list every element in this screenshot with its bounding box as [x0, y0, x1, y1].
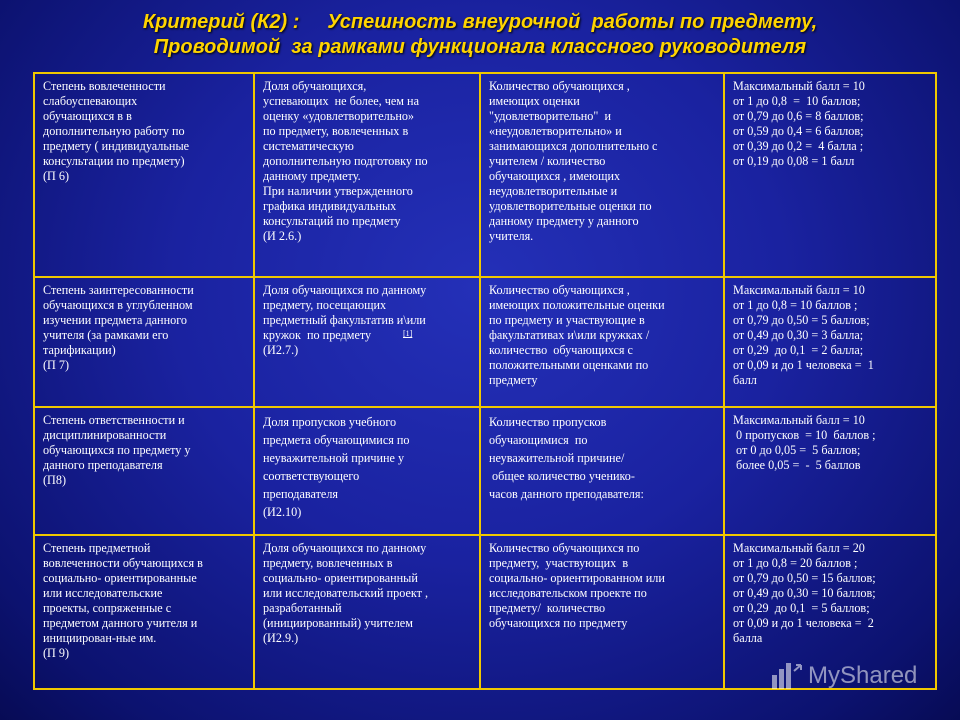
cell-text-line: исследовательском проекте по: [489, 586, 647, 600]
cell-text-line: или исследовательские: [43, 586, 163, 600]
cell-text-line: Количество обучающихся по: [489, 541, 640, 555]
cell-text-line: учителя (за рамками его: [43, 328, 169, 342]
cell-text-line: предмету, посещающих: [263, 298, 387, 312]
cell-text-line: предметный факультатив и\или: [263, 313, 426, 327]
cell-text-line: Доля обучающихся по данному: [263, 541, 427, 555]
cell-text-line: учителем / количество: [489, 154, 606, 168]
cell-text-line: предмета обучающимися по: [263, 433, 410, 447]
cell-text-line: инициирован-ные им.: [43, 631, 157, 645]
cell-text-line: Максимальный балл = 10: [733, 413, 865, 427]
cell-text-line: от 0,79 до 0,50 = 15 баллов;: [733, 571, 876, 585]
score-cell: [724, 277, 936, 407]
cell-text-line: неуважительной причине/: [489, 451, 625, 465]
cell-text-line: Количество обучающихся ,: [489, 283, 630, 297]
cell-text-line: удовлетворительные оценки по: [489, 199, 652, 213]
indicator-cell: [254, 535, 480, 689]
indicator-lines: [263, 283, 472, 343]
cell-text-line: от 0,79 до 0,50 = 5 баллов;: [733, 313, 870, 327]
cell-text-line: Доля пропусков учебного: [263, 415, 397, 429]
cell-text-line: (П 7): [43, 358, 70, 372]
cell-text-line: консультации по предмету): [43, 154, 185, 168]
cell-text-line: предмету ( индивидуальные: [43, 139, 190, 153]
cell-text-line: предметом данного учителя и: [43, 616, 198, 630]
cell-text-line: (П 6): [43, 169, 70, 183]
cell-text-line: соответствующего: [263, 469, 360, 483]
cell-text-line: от 0,49 до 0,30 = 10 баллов;: [733, 586, 876, 600]
cell-text-line: балл: [733, 373, 757, 387]
cell-text-line: по предмету, вовлеченных в: [263, 124, 409, 138]
cell-text-line: количество обучающихся с: [489, 343, 633, 357]
cell-text-line: обучающихся , имеющих: [489, 169, 621, 183]
indicator-cell: [254, 407, 480, 535]
table-row: [34, 277, 936, 407]
cell-text-line: социально- ориентированный: [263, 571, 418, 585]
cell-text-line: Доля обучающихся,: [263, 79, 367, 93]
footnote-link[interactable]: [1]: [403, 329, 413, 338]
watermark-text: MyShared: [808, 662, 918, 689]
cell-text-line: (инициированный) учителем: [263, 616, 413, 630]
cell-text-line: разработанный: [263, 601, 342, 615]
criterion-cell: [34, 277, 254, 407]
cell-text-line: предмету, вовлеченных в: [263, 556, 393, 570]
cell-text-line: Степень ответственности и: [43, 413, 185, 427]
cell-text-line: проекты, сопряженные с: [43, 601, 172, 615]
cell-text-line: оценку «удовлетворительно»: [263, 109, 415, 123]
cell-text-line: предмету, участвующих в: [489, 556, 629, 570]
cell-text-line: от 0,59 до 0,4 = 6 баллов;: [733, 124, 864, 138]
cell-text-line: от 1 до 0,8 = 10 баллов;: [733, 94, 861, 108]
cell-text-line: данного преподавателя: [43, 458, 163, 472]
cell-text-line: дополнительную работу по: [43, 124, 185, 138]
cell-text-line: от 0,49 до 0,30 = 3 балла;: [733, 328, 864, 342]
cell-text-line: факультативах и\или кружках /: [489, 328, 650, 342]
cell-text-line: слабоуспевающих: [43, 94, 138, 108]
cell-text-line: При наличии утвержденного: [263, 184, 413, 198]
myshared-watermark: [770, 660, 940, 692]
indicator-cell: [254, 73, 480, 277]
cell-text-line: обучающимися по: [489, 433, 588, 447]
title-line-2: Проводимой за рамками функционала классного руководителя: [153, 36, 807, 58]
cell-text-line: общее количество ученико-: [489, 469, 635, 483]
cell-text-line: предмету/ количество: [489, 601, 606, 615]
cell-text-line: часов данного преподавателя:: [489, 487, 644, 501]
cell-text-line: (П 9): [43, 646, 70, 660]
table-row: [34, 73, 936, 277]
cell-text-line: Доля обучающихся по данному: [263, 283, 427, 297]
indicator-code: (И2.7.): [263, 343, 299, 357]
cell-text-line: от 0,29 до 0,1 = 5 баллов;: [733, 601, 870, 615]
table-row: [34, 407, 936, 535]
score-cell: [724, 73, 936, 277]
cell-text-line: имеющих положительные оценки: [489, 298, 665, 312]
cell-text-line: Количество пропусков: [489, 415, 607, 429]
cell-text-line: занимающихся дополнительно с: [489, 139, 658, 153]
formula-cell: [480, 407, 724, 535]
cell-text-line: от 0 до 0,05 = 5 баллов;: [733, 443, 861, 457]
cell-text-line: "удовлетворительно" и: [489, 109, 611, 123]
cell-text-line: неуважительной причине у: [263, 451, 405, 465]
cell-text-line: Степень предметной: [43, 541, 151, 555]
cell-text-line: (И 2.6.): [263, 229, 302, 243]
slide-title: [0, 10, 960, 60]
cell-text-line: обучающихся в в: [43, 109, 132, 123]
cell-text-line: вовлеченности обучающихся в: [43, 556, 203, 570]
cell-text-line: дисциплинированности: [43, 428, 167, 442]
cell-text-line: или исследовательский проект ,: [263, 586, 429, 600]
score-cell: [724, 407, 936, 535]
cell-text-line: неудовлетворительные и: [489, 184, 618, 198]
cell-text-line: от 0,39 до 0,2 = 4 балла ;: [733, 139, 864, 153]
cell-text-line: социально- ориентированные: [43, 571, 197, 585]
cell-text-line: данному предмету.: [263, 169, 361, 183]
cell-text-line: от 0,09 и до 1 человека = 1: [733, 358, 874, 372]
criteria-table: [33, 72, 937, 690]
criterion-cell: [34, 535, 254, 689]
cell-text-line: преподавателя: [263, 487, 339, 501]
formula-cell: [480, 73, 724, 277]
cell-text-line: балла: [733, 631, 763, 645]
criterion-cell: [34, 73, 254, 277]
cell-text-line: обучающихся в углубленном: [43, 298, 193, 312]
cell-text-line: тарификации): [43, 343, 116, 357]
cell-text-line: консультаций по предмету: [263, 214, 401, 228]
cell-text-line: по предмету и участвующие в: [489, 313, 645, 327]
cell-text-line: успевающих не более, чем на: [263, 94, 419, 108]
cell-text-line: дополнительную подготовку по: [263, 154, 428, 168]
cell-text-line: Максимальный балл = 10: [733, 283, 865, 297]
cell-text-line: Количество обучающихся ,: [489, 79, 630, 93]
title-line-1: Критерий (К2) : Успешность внеурочной работы по предмету,: [142, 11, 818, 33]
cell-text-line: (И2.10): [263, 505, 302, 519]
cell-text-line: от 0,09 и до 1 человека = 2: [733, 616, 874, 630]
cell-text-line: имеющих оценки: [489, 94, 580, 108]
cell-text-line: от 1 до 0,8 = 10 баллов ;: [733, 298, 858, 312]
cell-text-line: более 0,05 = - 5 баллов: [733, 458, 861, 472]
cell-text-line: 0 пропусков = 10 баллов ;: [733, 428, 876, 442]
cell-text-line: положительными оценками по: [489, 358, 649, 372]
cell-text-line: обучающихся по предмету: [489, 616, 628, 630]
cell-text-line: систематическую: [263, 139, 354, 153]
cell-text-line: учителя.: [489, 229, 534, 243]
cell-text-line: изучении предмета данного: [43, 313, 187, 327]
cell-text-line: кружок по предмету: [263, 328, 372, 342]
cell-text-line: социально- ориентированном или: [489, 571, 665, 585]
cell-text-line: Степень заинтересованности: [43, 283, 194, 297]
formula-cell: [480, 535, 724, 689]
cell-text-line: обучающихся по предмету у: [43, 443, 191, 457]
myshared-logo-icon: [770, 661, 804, 691]
cell-text-line: (И2.9.): [263, 631, 299, 645]
criterion-cell: [34, 407, 254, 535]
formula-cell: [480, 277, 724, 407]
cell-text-line: Степень вовлеченности: [43, 79, 166, 93]
cell-text-line: графика индивидуальных: [263, 199, 397, 213]
cell-text-line: Максимальный балл = 20: [733, 541, 865, 555]
cell-text-line: от 0,19 до 0,08 = 1 балл: [733, 154, 855, 168]
indicator-cell: [254, 277, 480, 407]
cell-text-line: Максимальный балл = 10: [733, 79, 865, 93]
cell-text-line: данному предмету у данного: [489, 214, 639, 228]
cell-text-line: «неудовлетворительно» и: [489, 124, 622, 138]
cell-text-line: от 0,29 до 0,1 = 2 балла;: [733, 343, 864, 357]
cell-text-line: от 0,79 до 0,6 = 8 баллов;: [733, 109, 864, 123]
cell-text-line: от 1 до 0,8 = 20 баллов ;: [733, 556, 858, 570]
cell-text-line: предмету: [489, 373, 538, 387]
cell-text-line: (П8): [43, 473, 67, 487]
